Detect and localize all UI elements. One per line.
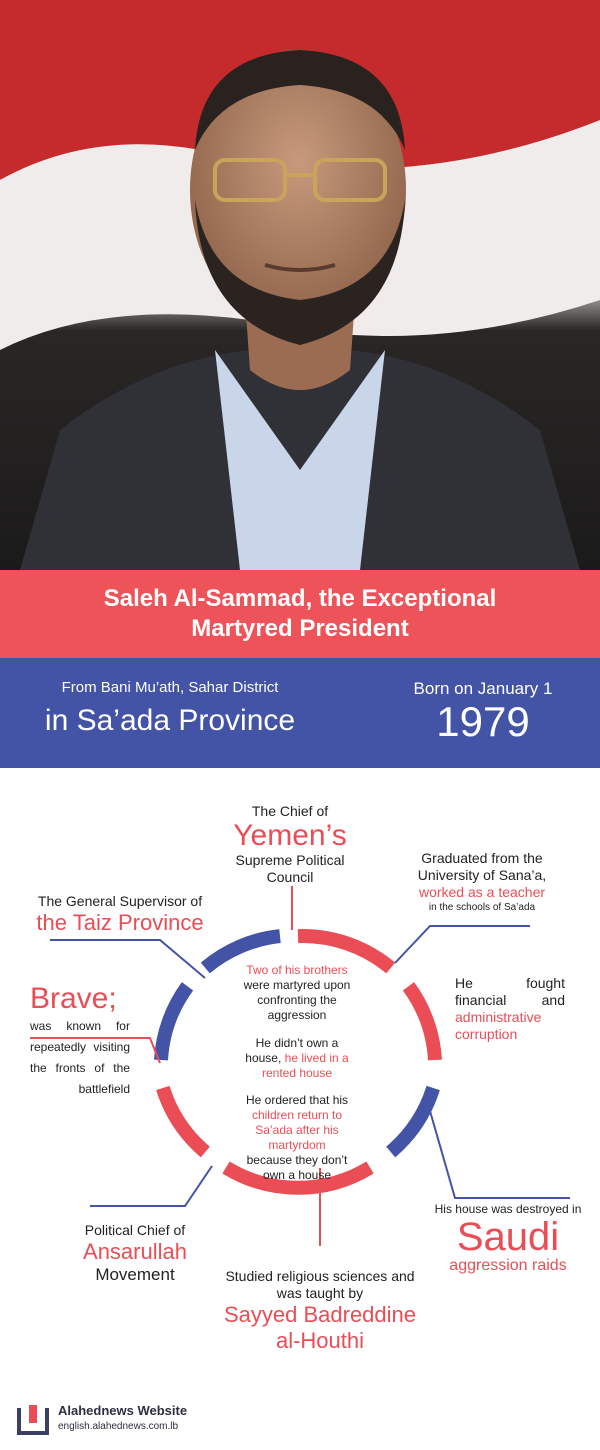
fact-house-destroyed-highlight: Saudi [456, 1215, 560, 1259]
fact-graduated: Graduated from the University of Sana’a, worked as a teacher in the schools of Sa’ada [417, 850, 547, 913]
fact-house-destroyed: His house was destroyed in Saudi aggression raids [428, 1202, 588, 1275]
hero-portrait [0, 0, 600, 570]
connector-graduated [395, 926, 530, 963]
fact-ansarullah: Political Chief of Ansarullah Movement [55, 1222, 215, 1285]
footer-site-name: Alahednews Website [58, 1403, 188, 1418]
ring-arc-right-bottom [391, 1088, 434, 1152]
fact-brave: Brave; was known for repeatedly visiting the fronts of the battlefield [30, 982, 130, 1096]
fact-corruption: He fought financial and administrative corruption [455, 975, 565, 1042]
ring-arc-left [161, 986, 188, 1060]
alahednews-logo-icon [16, 1402, 50, 1436]
origin-birth-banner [0, 658, 600, 768]
origin-district: From Bani Mu’ath, Sahar District [61, 679, 279, 696]
page-title-line-1: Saleh Al-Sammad, the Exceptional [103, 585, 497, 612]
page-title-line-2: Martyred President [191, 615, 409, 642]
connector-ansarullah [90, 1166, 212, 1206]
ring-arc-bottom-left [163, 1088, 206, 1152]
center-fact-brothers: Two of his brothers were martyred upon confronting the aggression [243, 963, 351, 1022]
birth-label: Born on January 1 [413, 679, 553, 698]
fact-supervisor: The General Supervisor of the Taiz Province [20, 893, 220, 936]
fact-ansarullah-highlight: Ansarullah [83, 1239, 187, 1264]
ring-arc-right-top [409, 986, 436, 1060]
birth-year: 1979 [436, 698, 530, 745]
connector-house-destroyed [428, 1104, 570, 1198]
fact-supervisor-highlight: the Taiz Province [36, 910, 204, 935]
portrait-illustration [0, 0, 600, 570]
center-fact-children: He ordered that his children return to Sa’ada after his martyrdom because they don’t own a house [245, 1093, 349, 1182]
fact-brave-highlight: Brave; [30, 982, 117, 1015]
connector-supervisor [50, 940, 205, 978]
fact-studied-highlight: Sayyed Badreddine [223, 1302, 417, 1327]
center-fact-house: He didn’t own a house, he lived in a rented house [245, 1036, 349, 1080]
fact-chief: The Chief of Yemen’s Supreme Political Council [200, 803, 380, 886]
footer-site-url[interactable]: english.alahednews.com.lb [58, 1421, 179, 1432]
fact-chief-highlight: Yemen’s [233, 819, 347, 852]
origin-province: in Sa’ada Province [44, 704, 296, 737]
title-banner [0, 570, 600, 658]
fact-studied: Studied religious sciences and was taught by Sayyed Badreddine al-Houthi [205, 1268, 435, 1354]
